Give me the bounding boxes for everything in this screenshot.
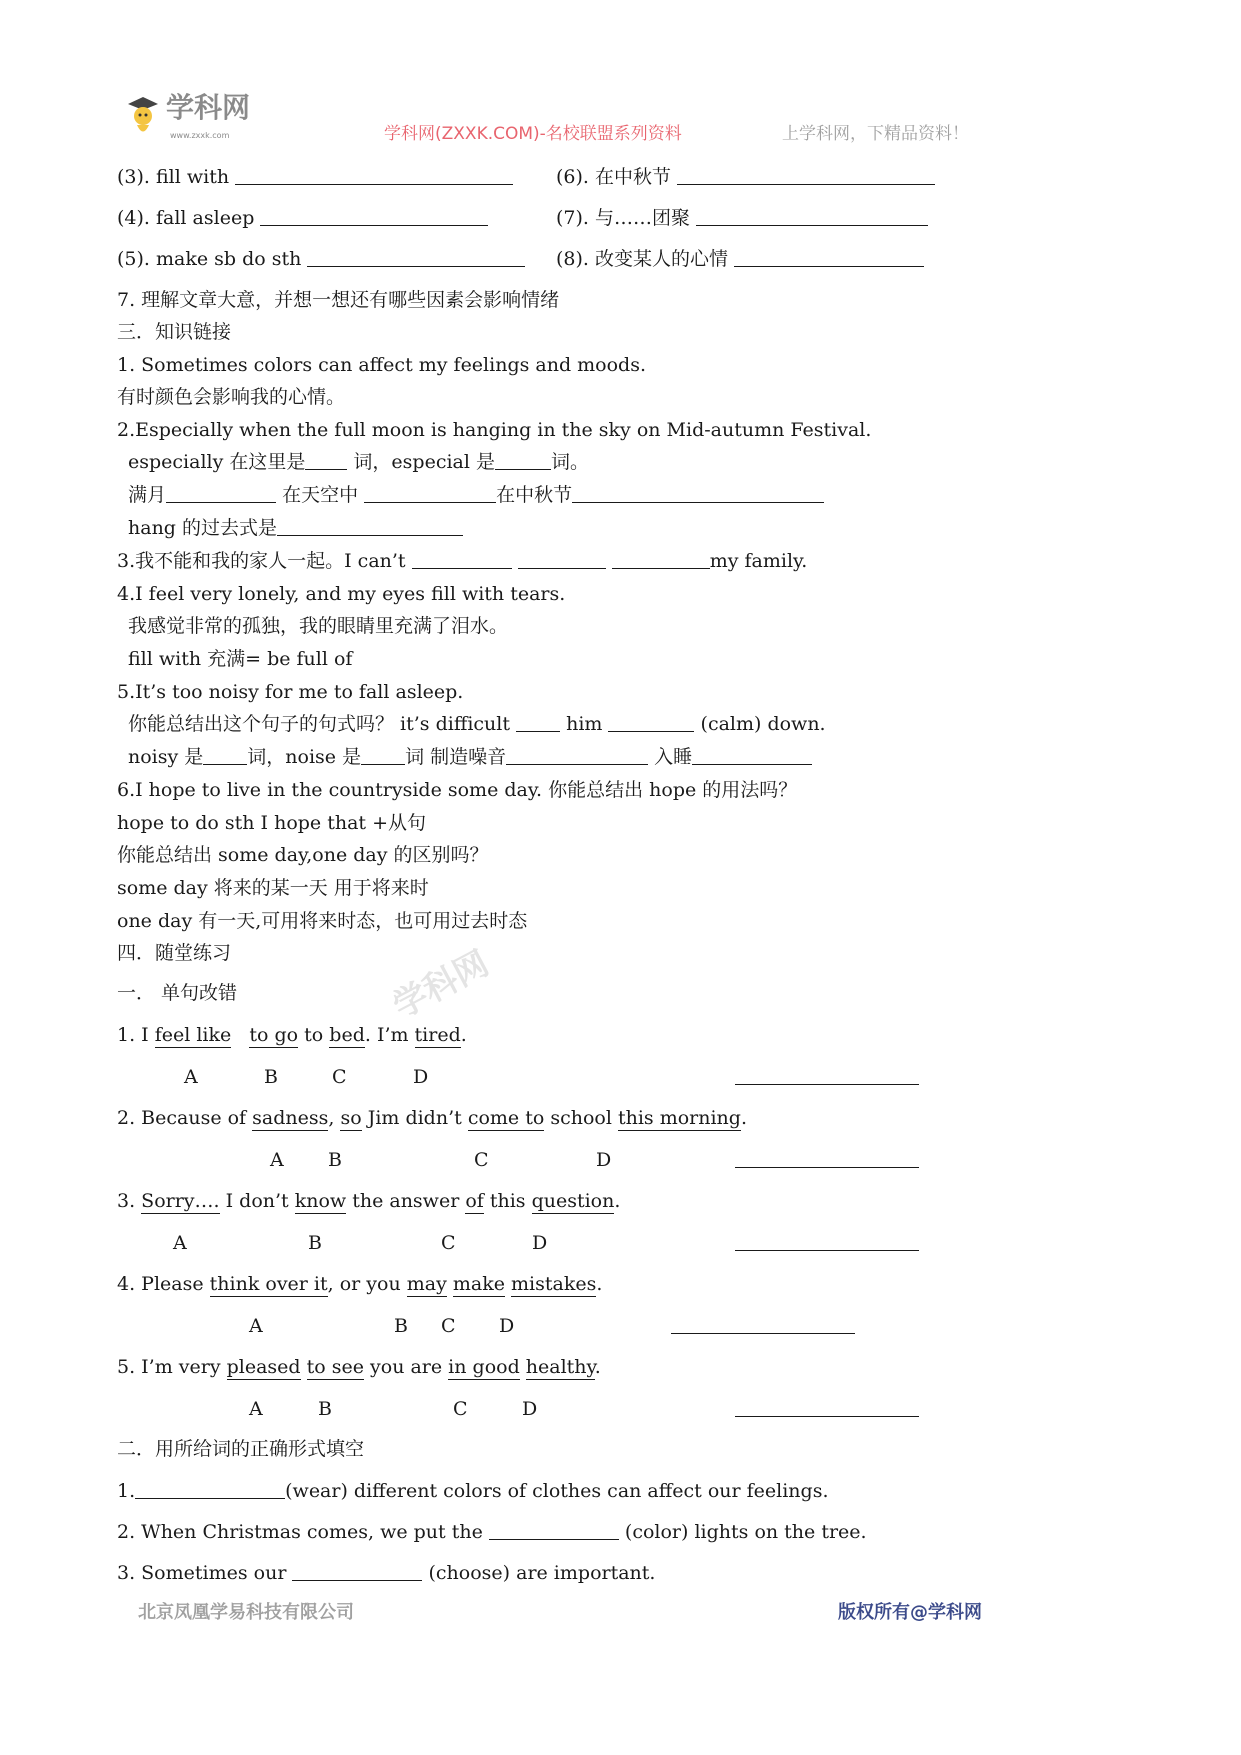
answer-blank[interactable] <box>735 1167 919 1168</box>
logo[interactable] <box>126 92 266 142</box>
sentence-5-pattern: 你能总结出这个句子的句式吗？ it’s difficult him (calm) down. <box>128 713 826 735</box>
error-question-3: 3. Sorry…. I don’t know the answer of this question. <box>117 1190 621 1212</box>
sentence-6-one-day: one day 有一天,可用将来时态，也可用过去时态 <box>117 910 528 932</box>
phrase-3: (3). fill with <box>117 168 513 187</box>
answer-blank[interactable] <box>364 501 496 503</box>
label-b: B <box>318 1398 332 1420</box>
label-d: D <box>522 1398 538 1420</box>
label-a: A <box>249 1315 263 1337</box>
sentence-2-hang: hang 的过去式是 <box>128 519 463 538</box>
logo-text: 学科网 <box>166 91 251 124</box>
answer-blank[interactable] <box>203 763 247 765</box>
sentence-2-phrases: 满月 在天空中 在中秋节 <box>128 486 824 505</box>
label-a: A <box>249 1398 263 1420</box>
option-b: to see <box>306 1356 364 1378</box>
fill-question-2: 2. When Christmas comes, we put the (color) lights on the tree. <box>117 1521 867 1543</box>
answer-blank[interactable] <box>506 763 648 765</box>
phrase-5: (5). make sb do sth <box>117 250 525 269</box>
answer-blank[interactable] <box>361 763 405 765</box>
sentence-6-question: 你能总结出 some day,one day 的区别吗？ <box>117 844 489 866</box>
header-link[interactable]: 学科网(ZXXK.COM)-名校联盟系列资料 <box>384 124 682 144</box>
sentence-6-usage: hope to do sth I hope that +从句 <box>117 812 427 834</box>
error-question-1: 1. I feel like to go to bed. I’m tired. <box>117 1024 467 1046</box>
sentence-4: 4.I feel very lonely, and my eyes fill with tears. <box>117 583 566 605</box>
logo-url: www.zxxk.com <box>170 131 230 140</box>
sentence-4-translation: 我感觉非常的孤独，我的眼睛里充满了泪水。 <box>128 615 509 637</box>
label-c: C <box>474 1149 489 1171</box>
answer-blank[interactable] <box>518 567 606 569</box>
fill-question-3: 3. Sometimes our (choose) are important. <box>117 1562 656 1584</box>
label-d: D <box>532 1232 548 1254</box>
option-a: pleased <box>226 1356 301 1378</box>
answer-blank[interactable] <box>260 224 488 226</box>
sentence-6: 6.I hope to live in the countryside some day. 你能总结出 hope 的用法吗？ <box>117 779 798 801</box>
section-title: 三．知识链接 <box>117 321 232 343</box>
option-d: mistakes <box>511 1273 597 1295</box>
label-b: B <box>394 1315 408 1337</box>
watermark-text: 学科网 <box>386 943 496 1027</box>
option-a: sadness <box>252 1107 329 1129</box>
label-d: D <box>413 1066 429 1088</box>
answer-blank[interactable] <box>677 183 935 185</box>
answer-blank[interactable] <box>608 730 694 732</box>
error-question-5: 5. I’m very pleased to see you are in good healthy. <box>117 1356 601 1378</box>
sentence-3: 3.我不能和我的家人一起。I can’t my family. <box>117 550 808 572</box>
answer-blank[interactable] <box>735 1084 919 1085</box>
label-b: B <box>264 1066 278 1088</box>
label-a: A <box>270 1149 284 1171</box>
answer-blank[interactable] <box>292 1579 422 1581</box>
answer-blank[interactable] <box>412 567 512 569</box>
sentence-5-noisy: noisy 是 词，noise 是 词 制造噪音 入睡 <box>128 748 812 767</box>
answer-blank[interactable] <box>696 224 928 226</box>
answer-blank[interactable] <box>235 183 513 185</box>
answer-blank[interactable] <box>135 1497 285 1499</box>
phrase-6: (6). 在中秋节 <box>556 168 935 187</box>
answer-blank[interactable] <box>166 501 276 503</box>
option-d: tired <box>414 1024 461 1046</box>
answer-blank[interactable] <box>495 468 551 470</box>
sentence-2: 2.Especially when the full moon is hanging in the sky on Mid-autumn Festival. <box>117 419 872 441</box>
answer-blank[interactable] <box>692 763 812 765</box>
item-7: 7. 理解文章大意，并想一想还有哪些因素会影响情绪 <box>117 289 560 311</box>
option-d: healthy <box>525 1356 595 1378</box>
label-a: A <box>173 1232 187 1254</box>
option-b: know <box>294 1190 347 1212</box>
option-a: feel like <box>154 1024 232 1046</box>
label-c: C <box>332 1066 347 1088</box>
logo-mascot-icon <box>126 94 160 138</box>
option-d: question <box>531 1190 615 1212</box>
option-c: of <box>465 1190 484 1212</box>
option-a: Sorry…. <box>141 1190 220 1212</box>
header-slogan: 上学科网，下精品资料！ <box>782 124 969 144</box>
answer-blank[interactable] <box>734 265 924 267</box>
answer-blank[interactable] <box>735 1416 919 1417</box>
option-d: this morning <box>617 1107 741 1129</box>
option-c: make <box>452 1273 505 1295</box>
sentence-6-some-day: some day 将来的某一天 用于将来时 <box>117 877 429 899</box>
option-c: come to <box>467 1107 545 1129</box>
answer-blank[interactable] <box>671 1333 855 1334</box>
footer-company: 北京凤凰学易科技有限公司 <box>138 1602 354 1623</box>
label-b: B <box>328 1149 342 1171</box>
answer-blank[interactable] <box>572 501 824 503</box>
option-a: think over it <box>209 1273 328 1295</box>
sentence-2-word-class: especially 在这里是 词，especial 是 词。 <box>128 451 590 473</box>
answer-blank[interactable] <box>307 265 525 267</box>
option-c: bed <box>329 1024 365 1046</box>
sentence-1: 1. Sometimes colors can affect my feelings and moods. <box>117 354 647 376</box>
part-title: 一． 单句改错 <box>117 982 238 1004</box>
answer-blank[interactable] <box>305 468 347 470</box>
option-b: to go <box>249 1024 299 1046</box>
watermark <box>386 943 496 1027</box>
answer-blank[interactable] <box>735 1250 919 1251</box>
phrase-7: (7). 与……团聚 <box>556 209 928 228</box>
sentence-1-translation: 有时颜色会影响我的心情。 <box>117 386 346 408</box>
option-b: so <box>340 1107 362 1129</box>
label-d: D <box>499 1315 515 1337</box>
option-c: in good <box>448 1356 520 1378</box>
label-c: C <box>453 1398 468 1420</box>
label-b: B <box>308 1232 322 1254</box>
label-c: C <box>441 1315 456 1337</box>
answer-blank[interactable] <box>277 534 463 536</box>
error-question-4: 4. Please think over it, or you may make mistakes. <box>117 1273 603 1295</box>
sentence-4-note: fill with 充满= be full of <box>128 648 353 670</box>
option-b: may <box>406 1273 447 1295</box>
section-title: 四．随堂练习 <box>117 942 232 964</box>
label-a: A <box>184 1066 198 1088</box>
footer-copyright: 版权所有@学科网 <box>838 1602 982 1623</box>
answer-blank[interactable] <box>516 730 560 732</box>
fill-question-1: 1. (wear) different colors of clothes can affect our feelings. <box>117 1480 829 1502</box>
error-question-2: 2. Because of sadness, so Jim didn’t come to school this morning. <box>117 1107 747 1129</box>
phrase-4: (4). fall asleep <box>117 209 488 228</box>
sentence-5: 5.It’s too noisy for me to fall asleep. <box>117 681 464 703</box>
phrase-8: (8). 改变某人的心情 <box>556 250 924 269</box>
answer-blank[interactable] <box>489 1538 619 1540</box>
part-title: 二．用所给词的正确形式填空 <box>117 1438 365 1460</box>
answer-blank[interactable] <box>612 567 710 569</box>
label-d: D <box>596 1149 612 1171</box>
label-c: C <box>441 1232 456 1254</box>
